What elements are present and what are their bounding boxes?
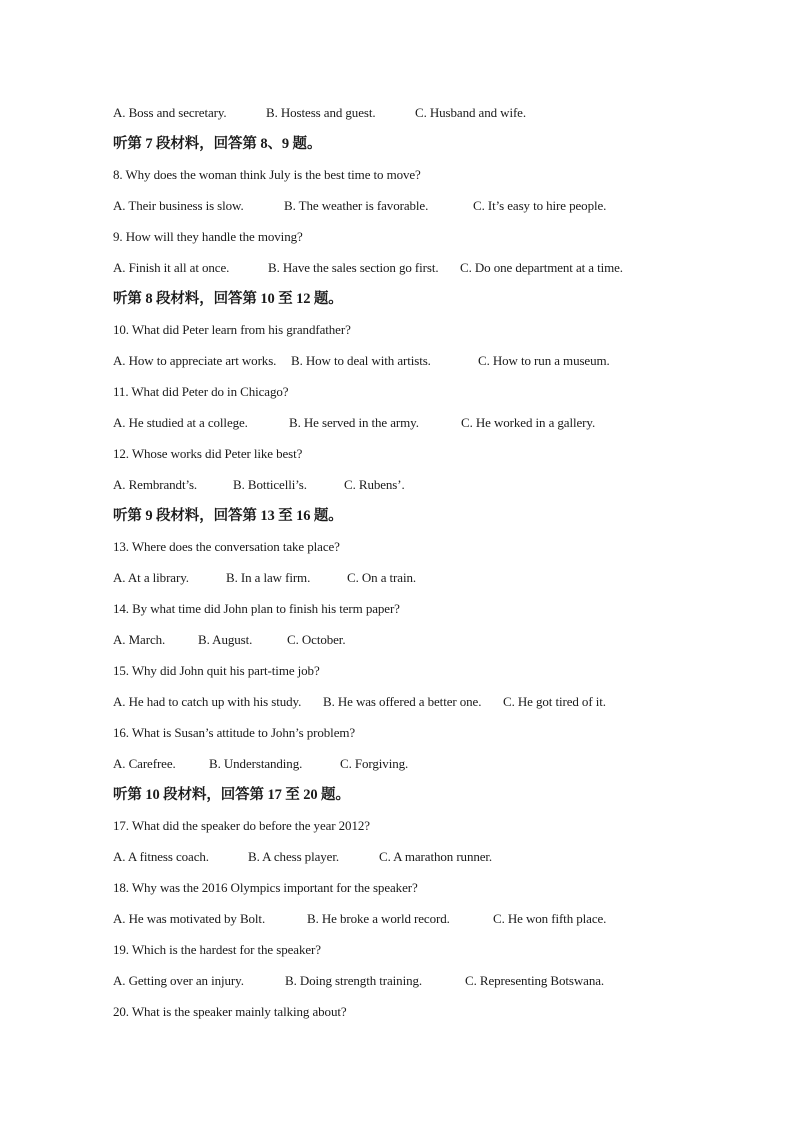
option-c: C. It’s easy to hire people. — [473, 198, 607, 213]
question-text: 20. What is the speaker mainly talking about? — [113, 1004, 347, 1019]
question-text: 17. What did the speaker do before the year 2012? — [113, 818, 370, 833]
options-row — [113, 908, 673, 939]
option-c: C. A marathon runner. — [379, 849, 493, 864]
section-heading: 听第 8 段材料，回答第 10 至 12 题。 — [113, 291, 343, 307]
option-c: C. Representing Botswana. — [465, 973, 605, 988]
option-a: A. At a library. — [113, 570, 189, 585]
options-row — [113, 567, 673, 598]
option-c: C. How to run a museum. — [478, 353, 610, 368]
option-b: B. How to deal with artists. — [291, 353, 431, 368]
option-a: A. Getting over an injury. — [113, 973, 244, 988]
question-text: 18. Why was the 2016 Olympics important for the speaker? — [113, 880, 418, 895]
option-b: B. He was offered a better one. — [323, 694, 482, 709]
question-text: 9. How will they handle the moving? — [113, 229, 303, 244]
option-b: B. A chess player. — [248, 849, 339, 864]
option-c: C. He worked in a gallery. — [461, 415, 596, 430]
option-b: B. In a law firm. — [226, 570, 311, 585]
question-text: 16. What is Susan’s attitude to John’s problem? — [113, 725, 356, 740]
option-b: B. He served in the army. — [289, 415, 419, 430]
option-a: A. He had to catch up with his study. — [113, 694, 302, 709]
option-b: B. Botticelli’s. — [233, 477, 307, 492]
options-row — [113, 970, 673, 1001]
option-a: A. He was motivated by Bolt. — [113, 911, 266, 926]
section-heading: 听第 9 段材料，回答第 13 至 16 题。 — [113, 508, 343, 524]
option-b: B. The weather is favorable. — [284, 198, 429, 213]
option-a: A. March. — [113, 632, 166, 647]
options-row — [113, 195, 673, 226]
option-b: B. Have the sales section go first. — [268, 260, 439, 275]
option-c: C. Forgiving. — [340, 756, 409, 771]
question-text: 11. What did Peter do in Chicago? — [113, 384, 289, 399]
options-row — [113, 691, 673, 722]
options-row — [113, 350, 673, 381]
question-text: 8. Why does the woman think July is the best time to move? — [113, 167, 421, 182]
question-text: 12. Whose works did Peter like best? — [113, 446, 303, 461]
option-b: B. August. — [198, 632, 253, 647]
option-b: B. He broke a world record. — [307, 911, 450, 926]
option-a: A. How to appreciate art works. — [113, 353, 277, 368]
option-b: B. Hostess and guest. — [266, 105, 376, 120]
section-heading: 听第 10 段材料，回答第 17 至 20 题。 — [113, 787, 350, 803]
section-heading: 听第 7 段材料，回答第 8、9 题。 — [113, 136, 322, 152]
option-b: B. Doing strength training. — [285, 973, 423, 988]
option-a: A. He studied at a college. — [113, 415, 248, 430]
option-c: C. October. — [287, 632, 346, 647]
option-c: C. He won fifth place. — [493, 911, 607, 926]
option-a: A. Boss and secretary. — [113, 105, 227, 120]
question-text: 10. What did Peter learn from his grandfather? — [113, 322, 351, 337]
options-row — [113, 753, 673, 784]
options-row — [113, 412, 673, 443]
question-text: 13. Where does the conversation take place? — [113, 539, 340, 554]
exam-page — [113, 102, 673, 1032]
option-a: A. Their business is slow. — [113, 198, 244, 213]
option-c: C. Husband and wife. — [415, 105, 527, 120]
option-a: A. Rembrandt’s. — [113, 477, 198, 492]
options-row — [113, 474, 673, 505]
options-row — [113, 846, 673, 877]
option-b: B. Understanding. — [209, 756, 303, 771]
question-text: 19. Which is the hardest for the speaker? — [113, 942, 321, 957]
option-c: C. Do one department at a time. — [460, 260, 623, 275]
option-c: C. He got tired of it. — [503, 694, 606, 709]
option-a: A. A fitness coach. — [113, 849, 209, 864]
question-text: 14. By what time did John plan to finish his term paper? — [113, 601, 400, 616]
question-text: 15. Why did John quit his part-time job? — [113, 663, 320, 678]
options-row — [113, 257, 673, 288]
options-row — [113, 629, 673, 660]
option-c: C. Rubens’. — [344, 477, 405, 492]
option-a: A. Finish it all at once. — [113, 260, 230, 275]
option-c: C. On a train. — [347, 570, 417, 585]
options-row — [113, 102, 673, 133]
option-a: A. Carefree. — [113, 756, 176, 771]
